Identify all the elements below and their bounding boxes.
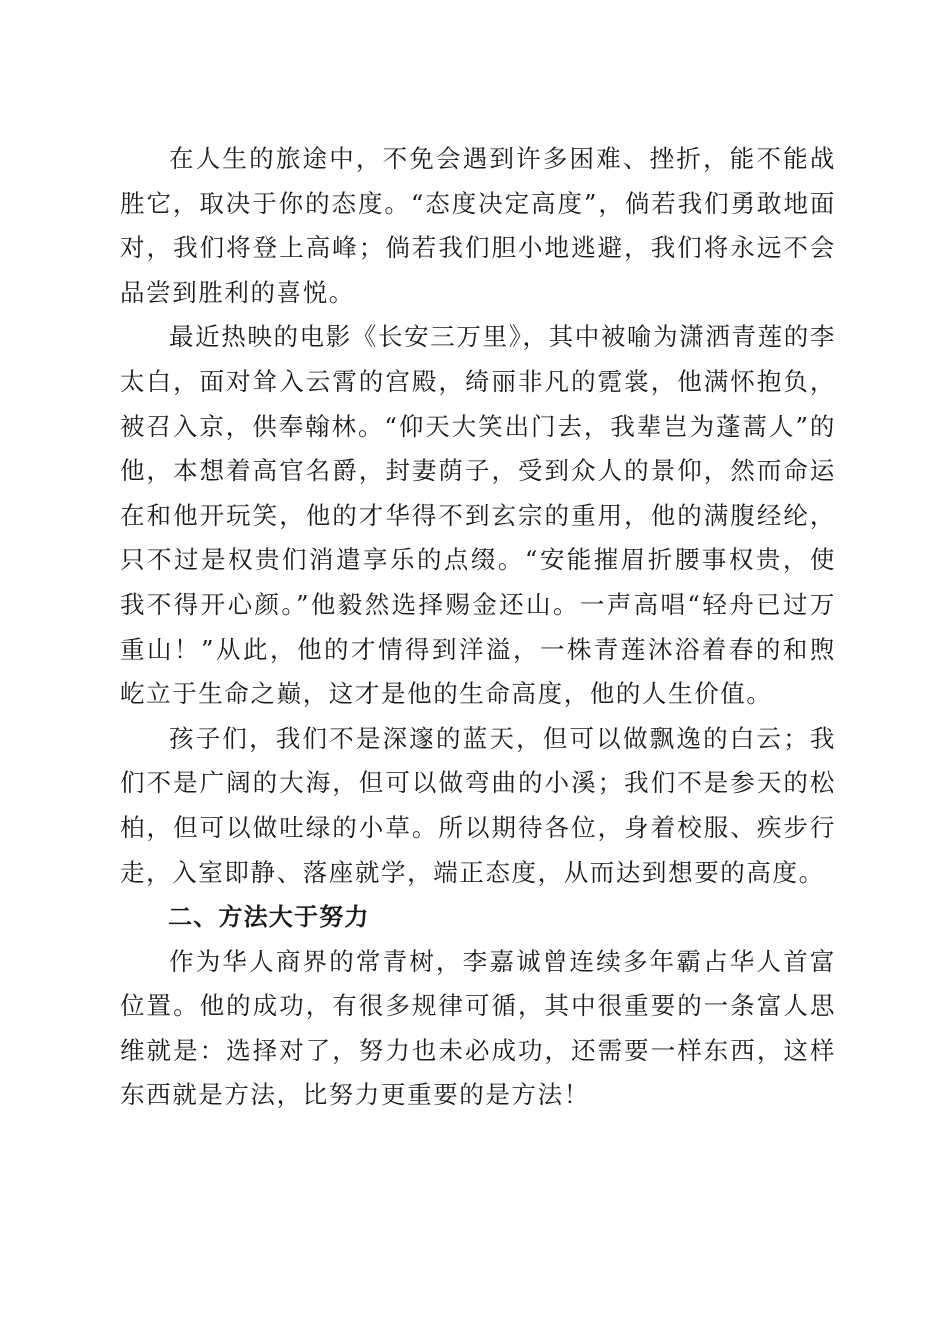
document-body xyxy=(120,137,836,1118)
paragraph-li-bai: 最近热映的电影《长安三万里》，其中被喻为潇洒青莲的李太白，面对耸入云霄的宫殿，绮丽非凡的霓裳，他满怀抱负，被召入京，供奉翰林。“仰天大笑出门去，我辈岂为蓬蒿人”的他，本想着高官名爵，封妻荫子，受到众人的景仰，然而命运在和他开玩笑，他的才华得不到玄宗的重用，他的满腹经纶，只不过是权贵们消遣享乐的点缀。“安能摧眉折腰事权贵，使我不得开心颜。”他毅然选择赐金还山。一声高唱“轻舟已过万重山！”从此，他的才情得到洋溢，一株青莲沐浴着春的和煦屹立于生命之巅，这才是他的生命高度，他的人生价值。 xyxy=(120,322,836,709)
paragraph-li-ka-shing: 作为华人商界的常青树，李嘉诚曾连续多年霸占华人首富位置。他的成功，有很多规律可循，其中很重要的一条富人思维就是：选择对了，努力也未必成功，还需要一样东西，这样东西就是方法，比努力更重要的是方法！ xyxy=(120,946,836,1110)
paragraph-attitude: 在人生的旅途中，不免会遇到许多困难、挫折，能不能战胜它，取决于你的态度。“态度决定高度”，倘若我们勇敢地面对，我们将登上高峰；倘若我们胆小地逃避，我们将永远不会品尝到胜利的喜悦。 xyxy=(120,144,836,307)
paragraph-children: 孩子们，我们不是深邃的蓝天，但可以做飘逸的白云；我们不是广阔的大海，但可以做弯曲的小溪；我们不是参天的松柏，但可以做吐绿的小草。所以期待各位，身着校服、疾步行走，入室即静、落座就学，端正态度，从而达到想要的高度。 xyxy=(120,723,836,887)
section-heading-method: 二、方法大于努力 xyxy=(168,903,370,932)
